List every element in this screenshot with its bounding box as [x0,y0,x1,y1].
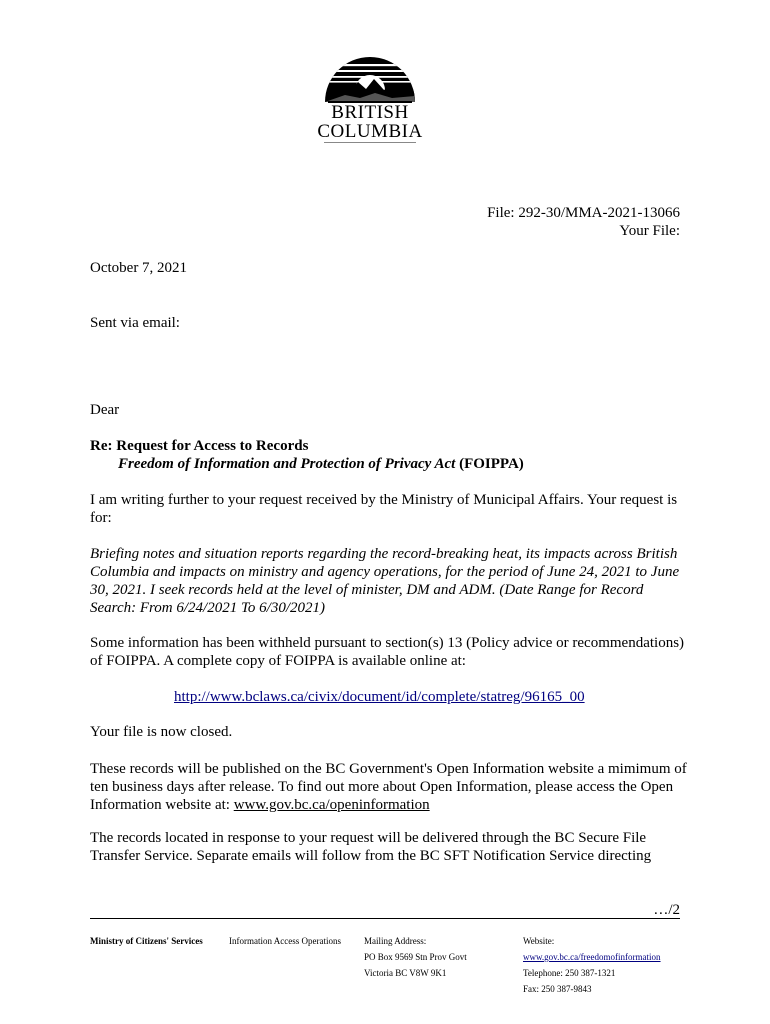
footer-operations: Information Access Operations [229,936,341,946]
bc-government-sun-mountains-logo-icon [300,42,440,106]
foippa-link-line [174,688,585,706]
subject-line [90,437,690,473]
publish-text: These records will be published on the BC Government's Open Information website a mimimum of ten business days after release. To find out more about Open Information, please access the Open Information website at: [90,761,687,813]
footer-fax: Fax: 250 387-9843 [523,984,592,994]
closed-paragraph: Your file is now closed. [90,724,233,740]
mailing-line-2: Victoria BC V8W 9K1 [364,968,447,978]
footer-ministry: Ministry of Citizens' Services [90,936,203,946]
subject-act [90,455,690,473]
foippa-link[interactable]: http://www.bclaws.ca/civix/document/id/complete/statreg/96165_00 [174,689,585,705]
footer-divider [90,918,680,919]
logo-line-columbia: COLUMBIA [317,121,423,142]
file-number: File: 292-30/MMA-2021-13066 [487,205,680,221]
publish-paragraph [90,760,690,814]
salutation: Dear [90,402,120,418]
act-abbrev: (FOIPPA) [455,456,524,472]
logo-divider [324,142,416,143]
open-information-link[interactable]: www.gov.bc.ca/openinformation [233,797,430,813]
act-name: Freedom of Information and Protection of Privacy Act [118,456,456,472]
subject-title: Re: Request for Access to Records [90,438,309,454]
your-file-label: Your File: [619,223,680,239]
continued-page-marker: …/2 [653,902,680,918]
logo-wordmark [300,103,440,141]
intro-paragraph: I am writing further to your request received by the Ministry of Municipal Affairs. Your request is for: [90,492,678,526]
withheld-paragraph: Some information has been withheld pursuant to section(s) 13 (Policy advice or recommendations) of FOIPPA. A complete copy of FOIPPA is available online at: [90,635,685,669]
mailing-label: Mailing Address: [364,936,427,946]
website-label: Website: [523,936,555,946]
logo-line-british: BRITISH [331,102,409,123]
sft-paragraph: The records located in response to your request will be delivered through the BC Secure File Transfer Service. Separate emails will follow from the BC SFT Notification Service directing [90,830,652,864]
file-reference [487,204,680,240]
letter-date: October 7, 2021 [90,260,188,276]
footer-website [523,933,661,997]
request-description: Briefing notes and situation reports regarding the record-breaking heat, its impacts across British Columbia and impacts on ministry and agency operations, for the period of June 24, 2021 to June 30, 2021. I seek records held at the level of minister, DM and ADM. (Date Range for Record Search: From 6/24/2021 To 6/30/2021) [90,546,680,616]
website-link[interactable]: www.gov.bc.ca/freedomofinformation [523,952,661,962]
bc-logo [300,42,440,146]
footer-telephone: Telephone: 250 387-1321 [523,968,616,978]
mailing-line-1: PO Box 9569 Stn Prov Govt [364,952,467,962]
sent-via-label: Sent via email: [90,315,180,331]
footer-mailing-address [364,933,467,981]
